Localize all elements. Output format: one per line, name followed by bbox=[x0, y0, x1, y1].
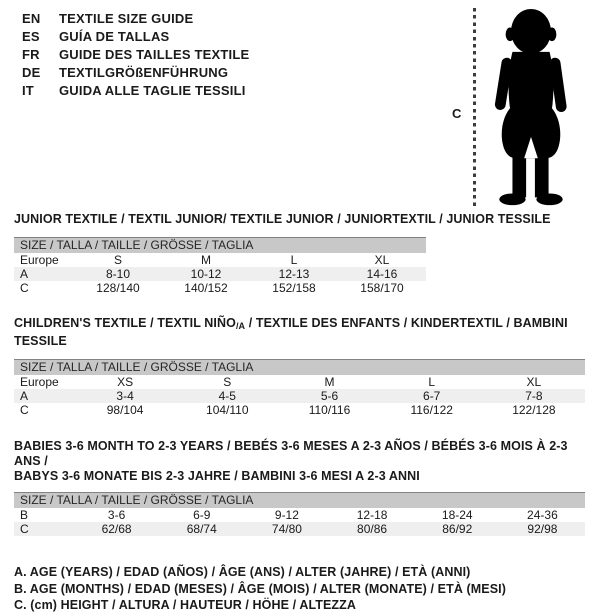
row-label: C bbox=[20, 522, 29, 536]
table-cell: 68/74 bbox=[186, 522, 217, 536]
table-header-bar: SIZE / TALLA / TAILLE / GRÖSSE / TAGLIA bbox=[14, 237, 426, 253]
table-row-c bbox=[14, 403, 585, 417]
section-junior-textile bbox=[14, 212, 585, 295]
table-cell: 80/86 bbox=[357, 522, 388, 536]
heading-subscript: /A bbox=[235, 321, 246, 331]
heading-line-1: BABIES 3-6 MONTH TO 2-3 YEARS / BEBÉS 3-6 MESES A 2-3 AÑOS / BÉBÉS 3-6 MOIS À 2-3 ANS / bbox=[14, 439, 568, 468]
size-table-junior bbox=[14, 237, 426, 295]
table-cell: 86/92 bbox=[442, 522, 473, 536]
height-measure-label: C bbox=[452, 106, 462, 121]
table-cell: 116/122 bbox=[410, 403, 453, 417]
language-code: ES bbox=[22, 29, 40, 44]
table-cell: M bbox=[201, 253, 211, 267]
table-row-a bbox=[14, 389, 585, 403]
legend-line-b: B. AGE (MONTHS) / EDAD (MESES) / ÂGE (MOIS) / ALTER (MONATE) / ETÀ (MESI) bbox=[14, 581, 507, 596]
section-childrens-textile bbox=[14, 316, 585, 417]
height-measure-line bbox=[473, 8, 476, 209]
language-row-it bbox=[22, 84, 249, 98]
table-cell: 18-24 bbox=[441, 508, 473, 522]
language-label: TEXTILGRÖßENFÜHRUNG bbox=[59, 65, 229, 80]
language-label: GUIDA ALLE TAGLIE TESSILI bbox=[59, 83, 246, 98]
row-label: C bbox=[20, 403, 29, 417]
table-cell: 140/152 bbox=[184, 281, 228, 295]
table-cell: 92/98 bbox=[527, 522, 558, 536]
table-cell: 9-12 bbox=[274, 508, 299, 522]
table-cell: 62/68 bbox=[101, 522, 132, 536]
heading-line-2: BABYS 3-6 MONATE BIS 2-3 JAHRE / BAMBINI 3-6 MESI A 2-3 ANNI bbox=[14, 469, 420, 483]
table-cell: 10-12 bbox=[190, 267, 222, 281]
section-heading bbox=[14, 439, 585, 484]
table-row-c bbox=[14, 522, 585, 536]
table-cell: 98/104 bbox=[106, 403, 144, 417]
table-cell: XL bbox=[374, 253, 390, 267]
table-cell: S bbox=[223, 375, 232, 389]
table-cell: L bbox=[428, 375, 436, 389]
table-cell: 6-7 bbox=[423, 389, 441, 403]
language-code: EN bbox=[22, 11, 41, 26]
table-cell: 8-10 bbox=[105, 267, 131, 281]
language-code: FR bbox=[22, 47, 40, 62]
table-row-europe bbox=[14, 253, 426, 267]
language-row-fr bbox=[22, 48, 249, 62]
size-table-babies bbox=[14, 492, 585, 536]
height-figure bbox=[450, 6, 590, 212]
section-heading bbox=[14, 316, 585, 349]
heading-text: / TEXTILE DES ENFANTS / KINDERTEXTIL / BAMBINI TESSILE bbox=[14, 316, 568, 348]
legend-line-a: A. AGE (YEARS) / EDAD (AÑOS) / ÂGE (ANS) / ALTER (JAHRE) / ETÀ (ANNI) bbox=[14, 565, 471, 579]
table-cell: 14-16 bbox=[366, 267, 398, 281]
row-label: A bbox=[20, 267, 29, 281]
table-cell: 74/80 bbox=[271, 522, 302, 536]
table-header-bar: SIZE / TALLA / TAILLE / GRÖSSE / TAGLIA bbox=[14, 492, 585, 508]
table-cell: L bbox=[290, 253, 298, 267]
table-cell: 104/110 bbox=[206, 403, 249, 417]
header bbox=[0, 0, 600, 212]
table-cell: 4-5 bbox=[218, 389, 236, 403]
table-cell: 5-6 bbox=[320, 389, 339, 403]
table-cell: 128/140 bbox=[96, 281, 140, 295]
language-code: DE bbox=[22, 65, 41, 80]
language-label: GUIDE DES TAILLES TEXTILE bbox=[59, 47, 250, 62]
section-heading: JUNIOR TEXTILE / TEXTIL JUNIOR/ TEXTILE JUNIOR / JUNIORTEXTIL / JUNIOR TESSILE bbox=[14, 212, 551, 226]
table-row-c bbox=[14, 281, 426, 295]
measure-legend bbox=[14, 564, 600, 614]
table-cell: XS bbox=[117, 375, 134, 389]
section-babies-textile bbox=[14, 439, 585, 536]
language-label: TEXTILE SIZE GUIDE bbox=[59, 11, 194, 26]
table-cell: 12-13 bbox=[278, 267, 310, 281]
table-cell: S bbox=[113, 253, 122, 267]
table-header-bar: SIZE / TALLA / TAILLE / GRÖSSE / TAGLIA bbox=[14, 359, 585, 375]
language-row-en bbox=[22, 12, 249, 26]
toddler-silhouette-icon bbox=[481, 7, 581, 212]
row-label: Europe bbox=[20, 375, 59, 389]
language-row-es bbox=[22, 30, 249, 44]
language-row-de bbox=[22, 66, 249, 80]
language-list bbox=[22, 12, 249, 102]
table-cell: 122/128 bbox=[512, 403, 556, 417]
row-label: C bbox=[20, 281, 29, 295]
row-label: A bbox=[20, 389, 29, 403]
table-cell: XL bbox=[526, 375, 542, 389]
table-row-a bbox=[14, 267, 426, 281]
row-label: B bbox=[20, 508, 29, 522]
table-cell: 12-18 bbox=[356, 508, 388, 522]
table-cell: 3-6 bbox=[107, 508, 126, 522]
table-cell: M bbox=[324, 375, 335, 389]
table-cell: 152/158 bbox=[272, 281, 316, 295]
table-cell: 110/116 bbox=[308, 403, 351, 417]
table-cell: 3-4 bbox=[116, 389, 134, 403]
legend-line-c: C. (cm) HEIGHT / ALTURA / HAUTEUR / HÖHE / ALTEZZA bbox=[14, 598, 357, 612]
size-table-children bbox=[14, 359, 585, 417]
table-cell: 158/170 bbox=[360, 281, 404, 295]
table-cell: 7-8 bbox=[525, 389, 543, 403]
row-label: Europe bbox=[20, 253, 59, 267]
table-row-b bbox=[14, 508, 585, 522]
table-cell: 6-9 bbox=[193, 508, 211, 522]
heading-text: CHILDREN'S TEXTILE / TEXTIL NIÑO bbox=[14, 316, 236, 330]
language-label: GUÍA DE TALLAS bbox=[59, 29, 170, 44]
table-row-europe bbox=[14, 375, 585, 389]
language-code: IT bbox=[22, 83, 34, 98]
table-cell: 24-36 bbox=[527, 508, 558, 522]
